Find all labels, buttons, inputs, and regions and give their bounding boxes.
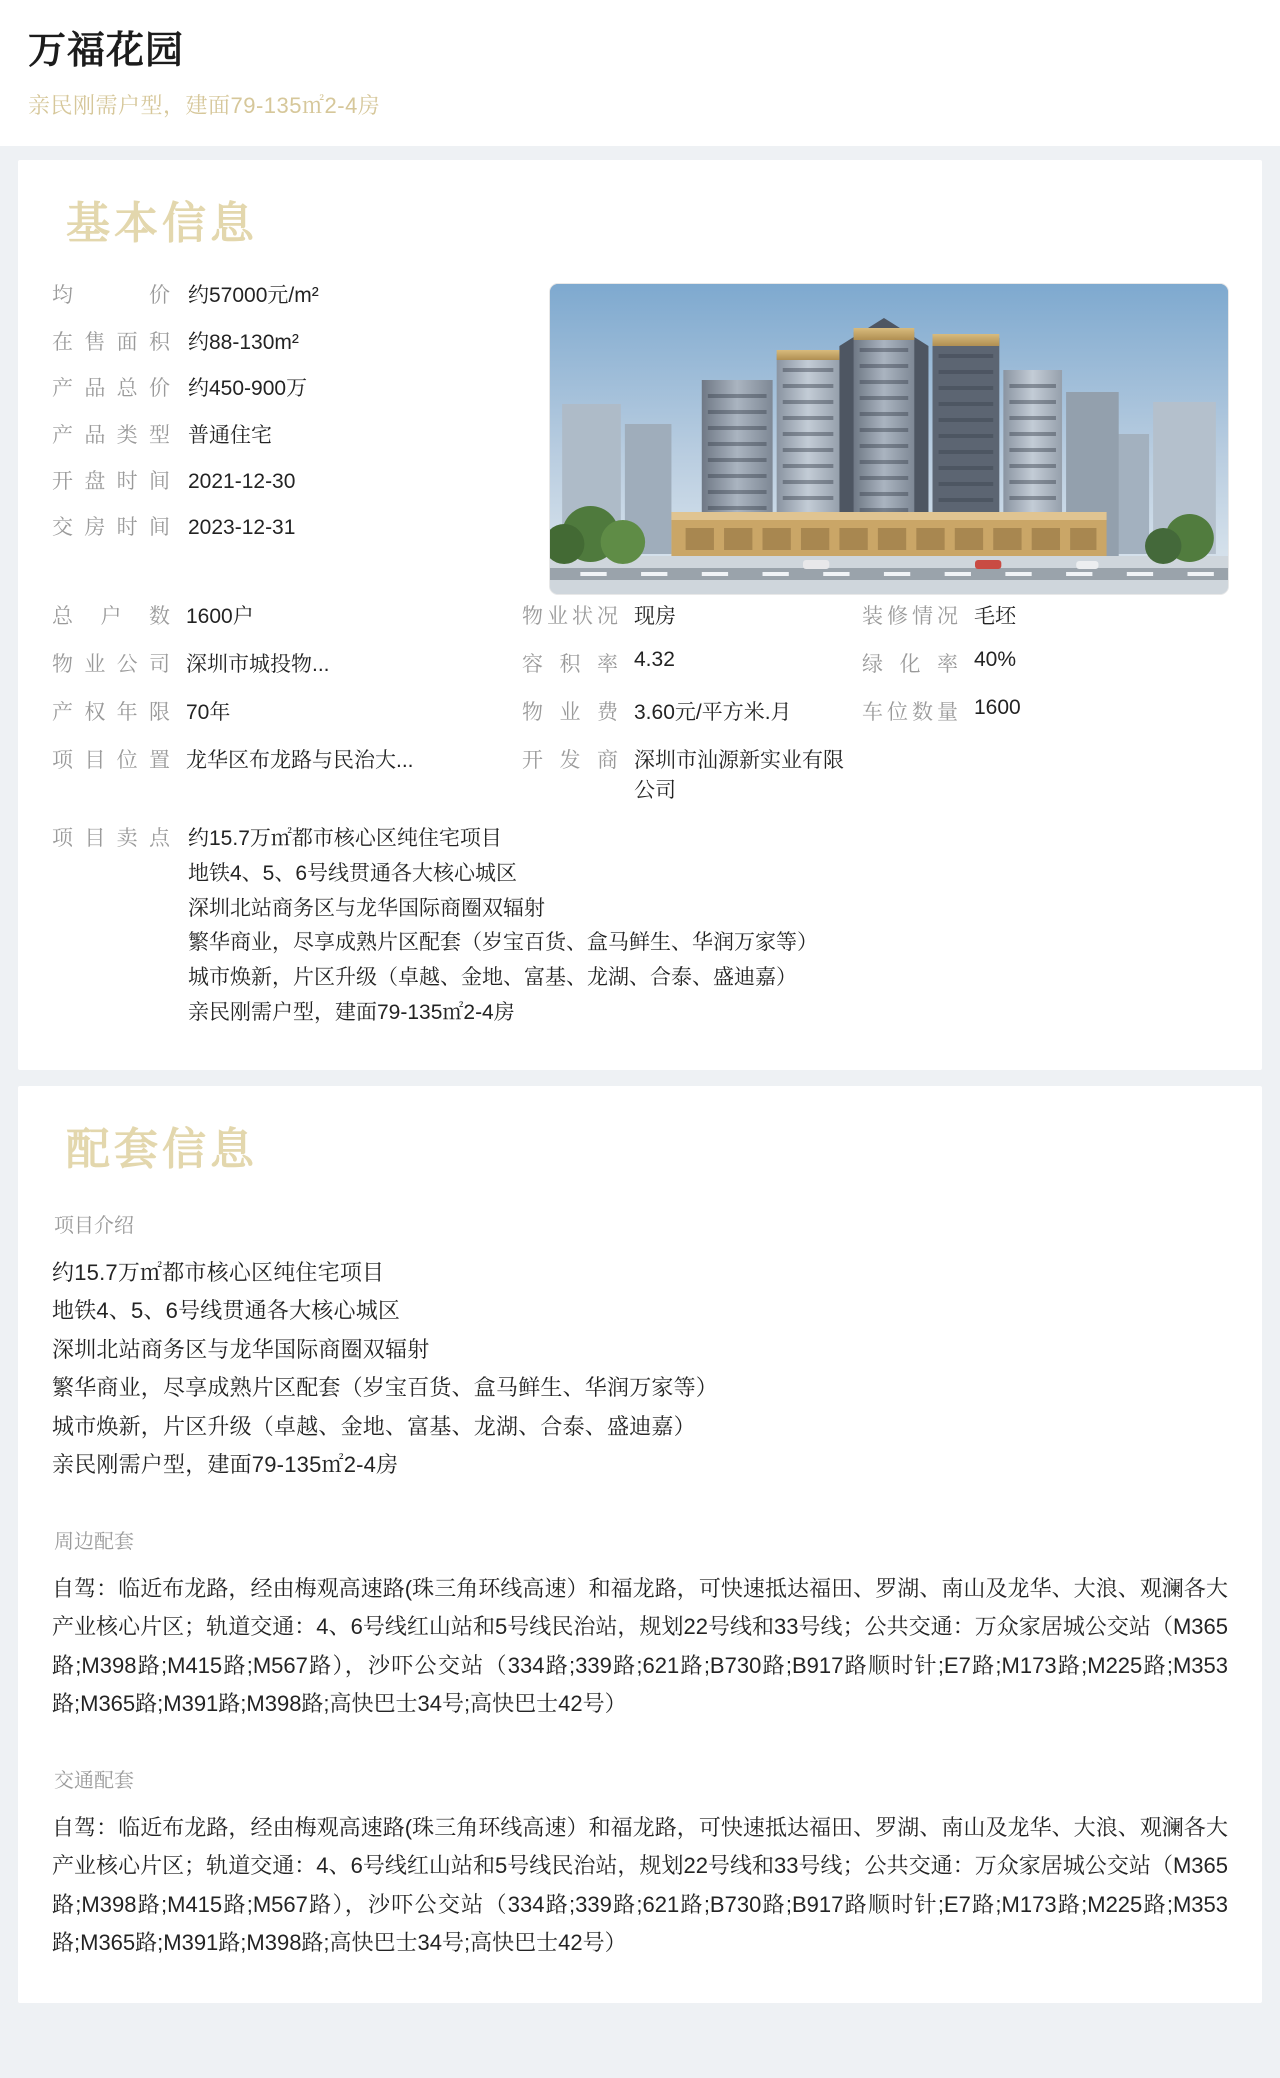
info-label: 产权年限: [52, 701, 170, 725]
basic-info-grid: [52, 600, 1228, 804]
info-value: 3.60元/平方米.月: [634, 701, 792, 725]
info-cell: [522, 600, 862, 630]
info-value: 毛坯: [974, 605, 1016, 629]
info-value: 70年: [186, 701, 231, 725]
around-facility-text: 自驾：临近布龙路，经由梅观高速路(珠三角环线高速）和福龙路，可快速抵达福田、罗湖、南山及龙华、大浪、观澜各大产业核心片区；轨道交通：4、6号线红山站和5号线民治站，规划22号线和33号线；公共交通：万众家居城公交站（M365路;M398路;M415路;M567路），沙吓公交站（334路;339路;621路;B730路;B917路顺时针;E7路;M173路;M225路;M353路;M365路;M391路;M398路;高快巴士34号;高快巴士42号）: [52, 1575, 1228, 1717]
info-row: [52, 468, 522, 496]
selling-points-label: 项目卖点: [52, 827, 170, 851]
info-label: 物业状况: [522, 605, 618, 629]
info-value: 深圳市城投物...: [186, 653, 330, 677]
selling-points-row: [52, 822, 1228, 1030]
info-cell: [522, 648, 862, 678]
spacer: [52, 1724, 1228, 1760]
selling-point-item: 城市焕新，片区升级（卓越、金地、富基、龙湖、合泰、盛迪嘉）: [188, 966, 797, 990]
info-cell: [522, 744, 862, 804]
info-label: 容积率: [522, 653, 618, 677]
info-label: 绿化率: [862, 653, 958, 677]
project-intro-label: 项目介绍: [54, 1214, 134, 1237]
info-label: 物业公司: [52, 653, 170, 677]
info-value: 龙华区布龙路与民治大...: [186, 749, 414, 773]
info-value: 40%: [974, 648, 1017, 672]
spacer: [52, 1485, 1228, 1521]
page-subtitle: 亲民刚需户型，建面79-135㎡2-4房: [28, 92, 381, 118]
info-value: 2023-12-31: [188, 516, 296, 540]
info-label: 在售面积: [52, 330, 170, 354]
info-cell: [52, 744, 522, 774]
facility-info-card: [18, 1086, 1262, 2002]
traffic-facility-text: 自驾：临近布龙路，经由梅观高速路(珠三角环线高速）和福龙路，可快速抵达福田、罗湖、南山及龙华、大浪、观澜各大产业核心片区；轨道交通：4、6号线红山站和5号线民治站，规划22号线和33号线；公共交通：万众家居城公交站（M365路;M398路;M415路;M567路），沙吓公交站（334路;339路;621路;B730路;B917路顺时针;E7路;M173路;M225路;M353路;M365路;M391路;M398路;高快巴士34号;高快巴士42号）: [52, 1814, 1228, 1956]
info-cell: [52, 696, 522, 726]
info-label: 总户数: [52, 605, 170, 629]
selling-points-list: [188, 822, 818, 1030]
traffic-facility-label: 交通配套: [54, 1769, 134, 1792]
basic-info-card: [18, 160, 1262, 1070]
info-label: 均价: [52, 284, 170, 308]
basic-info-top: [52, 282, 1228, 594]
around-facility-label: 周边配套: [54, 1530, 134, 1553]
intro-line: 深圳北站商务区与龙华国际商圈双辐射: [52, 1336, 430, 1362]
info-cell: [862, 696, 1228, 726]
info-label: 车位数量: [862, 701, 958, 725]
building-illustration: [550, 284, 1228, 594]
info-label: 产品总价: [52, 377, 170, 401]
info-value: 约450-900万: [188, 377, 308, 401]
project-intro-text: [52, 1254, 1228, 1485]
info-value: 约88-130m²: [188, 330, 299, 354]
info-label: 装修情况: [862, 605, 958, 629]
intro-line: 亲民刚需户型，建面79-135㎡2-4房: [52, 1452, 399, 1478]
info-cell: [862, 600, 1228, 630]
info-value: 现房: [634, 605, 676, 629]
selling-point-item: 地铁4、5、6号线贯通各大核心城区: [188, 862, 518, 886]
info-value: 1600: [974, 696, 1021, 720]
info-grid-row: [52, 744, 1228, 804]
info-label: 交房时间: [52, 516, 170, 540]
facility-section-title: 配套信息: [66, 1125, 258, 1175]
info-value: 2021-12-30: [188, 469, 296, 493]
info-label: 开盘时间: [52, 469, 170, 493]
intro-line: 城市焕新，片区升级（卓越、金地、富基、龙湖、合泰、盛迪嘉）: [52, 1413, 696, 1439]
info-cell: [522, 696, 862, 726]
info-label: 产品类型: [52, 423, 170, 447]
info-grid-row: [52, 600, 1228, 630]
info-row: [52, 282, 522, 310]
selling-point-item: 约15.7万㎡都市核心区纯住宅项目: [188, 827, 502, 851]
project-photo[interactable]: [550, 284, 1228, 594]
info-grid-row: [52, 648, 1228, 678]
info-cell: [52, 600, 522, 630]
intro-line: 约15.7万㎡都市核心区纯住宅项目: [52, 1259, 385, 1285]
info-value: 4.32: [634, 648, 675, 672]
info-value: 普通住宅: [188, 423, 272, 447]
selling-point-item: 深圳北站商务区与龙华国际商圈双辐射: [188, 896, 545, 920]
info-label: 物业费: [522, 701, 618, 725]
info-label: 开发商: [522, 749, 618, 773]
info-grid-row: [52, 696, 1228, 726]
info-row: [52, 422, 522, 450]
basic-info-left-column: [52, 282, 522, 560]
project-photo-wrap: [550, 282, 1228, 594]
page-title: 万福花园: [28, 30, 185, 72]
info-row: [52, 375, 522, 403]
intro-line: 地铁4、5、6号线贯通各大核心城区: [52, 1298, 401, 1324]
info-value: 深圳市汕源新实业有限公司: [634, 749, 844, 803]
info-row: [52, 514, 522, 542]
intro-line: 繁华商业，尽享成熟片区配套（岁宝百货、盒马鲜生、华润万家等）: [52, 1375, 719, 1401]
page-header: [0, 0, 1280, 146]
info-row: [52, 329, 522, 357]
info-label: 项目位置: [52, 749, 170, 773]
basic-info-section-title: 基本信息: [66, 199, 258, 249]
info-value: 约57000元/m²: [188, 284, 319, 308]
selling-point-item: 亲民刚需户型，建面79-135㎡2-4房: [188, 1000, 515, 1024]
info-cell: [862, 648, 1228, 678]
info-cell: [52, 648, 522, 678]
info-value: 1600户: [186, 605, 254, 629]
selling-point-item: 繁华商业，尽享成熟片区配套（岁宝百货、盒马鲜生、华润万家等）: [188, 931, 818, 955]
